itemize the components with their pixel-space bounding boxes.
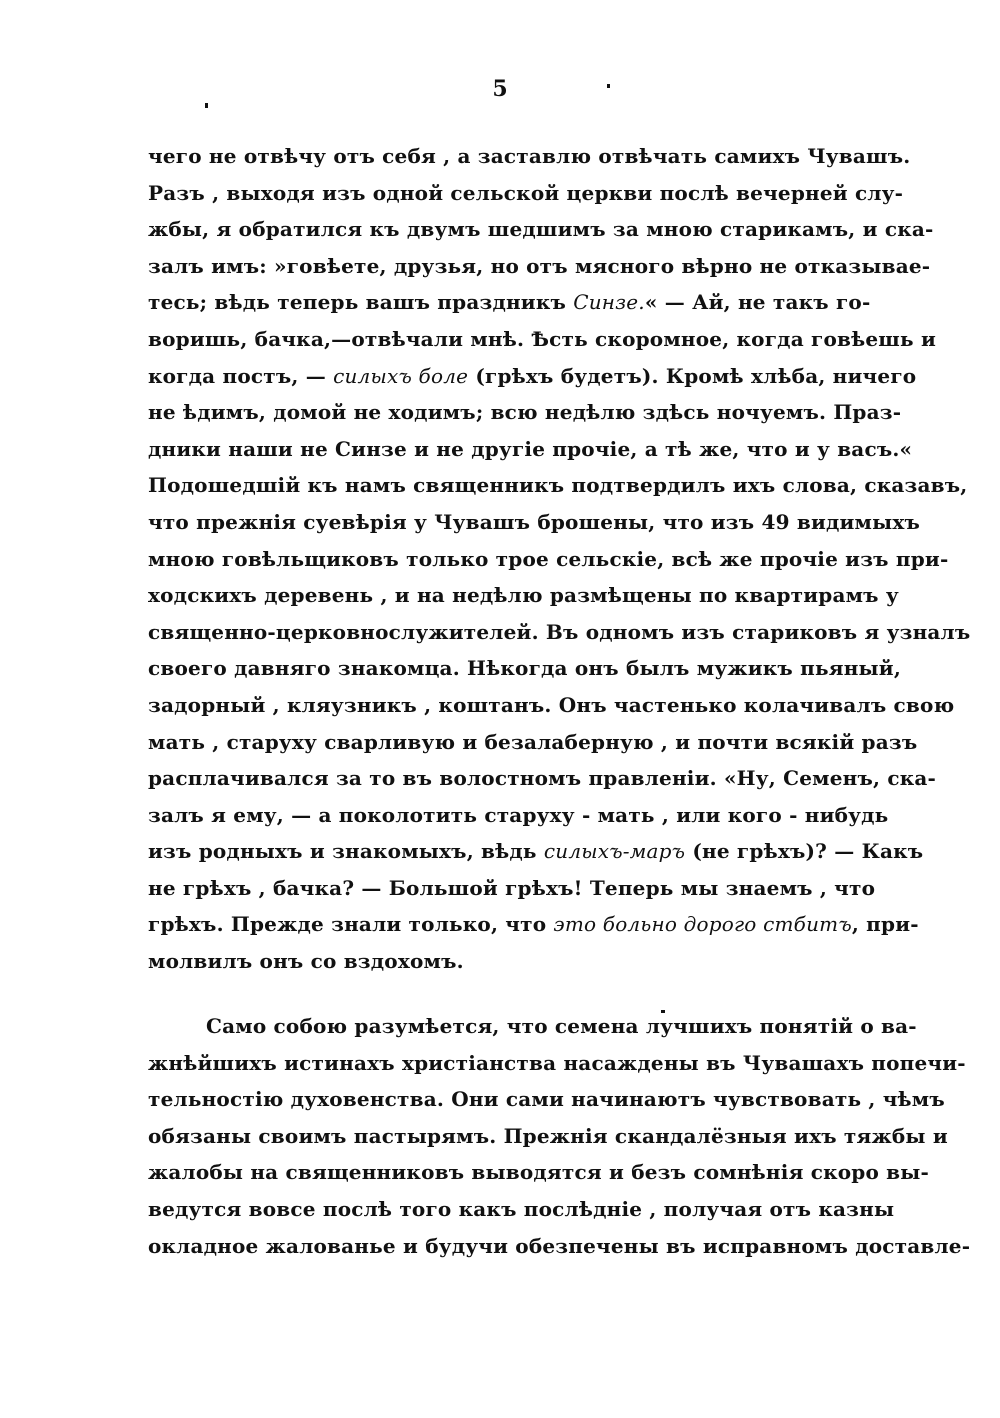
text-segment: ведутся вовсе послѣ того какъ послѣдніе , получая отъ казны — [148, 1196, 895, 1221]
text-line — [148, 1228, 971, 1265]
text-line — [148, 1081, 945, 1118]
text-line — [148, 870, 876, 907]
page-number: 5 — [492, 76, 508, 102]
text-line — [148, 1154, 930, 1191]
text-segment: , при- — [851, 912, 919, 937]
paragraph-1 — [148, 138, 971, 980]
text-segment: жнѣйшихъ истинахъ христіанства насаждены въ Чувашахъ попечи- — [148, 1050, 966, 1075]
text-segment: тесь; вѣдь теперь вашъ праздникъ — [148, 290, 574, 315]
italic-text: силыхъ боле — [333, 363, 469, 388]
text-segment: Подошедшій къ намъ священникъ подтвердилъ ихъ слова, сказавъ, — [148, 473, 968, 498]
text-line — [148, 504, 921, 541]
text-line — [148, 284, 871, 321]
text-line — [148, 687, 955, 724]
text-line — [148, 211, 934, 248]
text-segment: когда постъ, — — [148, 363, 334, 388]
paragraph-2 — [148, 1008, 971, 1264]
text-line — [148, 321, 936, 358]
text-segment: (грѣхъ будетъ). Кромѣ хлѣба, ничего — [468, 363, 917, 388]
text-line — [148, 614, 971, 651]
text-line — [148, 906, 919, 943]
text-segment: Разъ , выходя изъ одной сельской церкви послѣ вечерней слу- — [148, 180, 904, 205]
text-line — [148, 541, 949, 578]
text-line — [148, 1191, 895, 1228]
text-line — [148, 138, 911, 175]
text-segment: (не грѣхъ)? — Какъ — [685, 839, 924, 864]
text-line — [148, 760, 937, 797]
text-line — [148, 1008, 917, 1045]
text-segment: тельностію духовенства. Они сами начинаютъ чувствовать , чѣмъ — [148, 1087, 945, 1112]
text-segment: расплачивался за то въ волостномъ правленіи. «Ну, Семенъ, ска- — [148, 766, 937, 791]
text-line — [148, 1118, 948, 1155]
text-segment: своего давняго знакомца. Нѣкогда онъ былъ мужикъ пьяный, — [148, 656, 901, 681]
text-segment: задорный , кляузникъ , коштанъ. Онъ частенько колачивалъ свою — [148, 692, 955, 717]
text-line — [148, 467, 968, 504]
italic-text: силыхъ-маръ — [543, 839, 686, 864]
text-line — [148, 358, 917, 395]
text-segment: дники наши не Синзе и не другіе прочіе, а тѣ же, что и у васъ.« — [148, 436, 913, 461]
text-line — [148, 248, 931, 285]
text-line — [148, 724, 918, 761]
text-line — [148, 797, 889, 834]
italic-text: Синзе. — [573, 290, 645, 315]
text-segment: обязаны своимъ пастырямъ. Прежнія скандалёзныя ихъ тяжбы и — [148, 1123, 948, 1148]
text-line — [148, 1045, 966, 1082]
text-segment: священно-церковнослужителей. Въ одномъ изъ стариковъ я узналъ — [148, 619, 971, 644]
text-segment: мать , старуху сварливую и безалаберную , и почти всякій разъ — [148, 729, 918, 754]
text-segment: молвилъ онъ со вздохомъ. — [148, 949, 464, 974]
text-line — [148, 943, 860, 980]
text-segment: не грѣхъ , бачка? — Большой грѣхъ! Теперь мы знаемъ , что — [148, 875, 876, 900]
text-segment: залъ имъ: »говѣете, друзья, но отъ мясного вѣрно не отказывае- — [148, 253, 931, 278]
text-segment: мною говѣльщиковъ только трое сельскіе, всѣ же прочіе изъ при- — [148, 546, 949, 571]
text-line — [148, 833, 924, 870]
text-segment: грѣхъ. Прежде знали только, что — [148, 912, 554, 937]
text-segment: жбы, я обратился къ двумъ шедшимъ за мною старикамъ, и ска- — [148, 217, 934, 242]
text-segment: жалобы на священниковъ выводятся и безъ сомнѣнія скоро вы- — [148, 1160, 930, 1185]
text-line — [148, 431, 913, 468]
text-segment: Само собою разумѣется, что семена лучшихъ понятій о ва- — [206, 1014, 917, 1038]
text-segment: ходскихъ деревень , и на недѣлю размѣщены по квартирамъ у — [148, 583, 899, 608]
italic-text: это больно дорого стбитъ — [553, 912, 852, 937]
text-segment: чего не отвѣчу отъ себя , а заставлю отвѣчать самихъ Чувашъ. — [148, 144, 911, 168]
text-segment: что прежнія суевѣрія у Чувашъ брошены, что изъ 49 видимыхъ — [148, 509, 921, 534]
text-segment: воришь, бачка,—отвѣчали мнѣ. Ѣсть скоромное, когда говѣешь и — [148, 326, 936, 351]
text-segment: залъ я ему, — а поколотить старуху - мать , или кого - нибудь — [148, 802, 889, 827]
text-line — [148, 577, 899, 614]
scan-speck — [607, 84, 610, 88]
text-line — [148, 175, 904, 212]
text-segment: не ѣдимъ, домой не ходимъ; всю недѣлю здѣсь ночуемъ. Прaз- — [148, 400, 902, 425]
scan-speck — [205, 103, 208, 108]
text-segment: « — Ай, не такъ го- — [644, 290, 871, 315]
text-segment: окладное жалованье и будучи обезпечены въ исправномъ доставле- — [148, 1233, 971, 1258]
text-segment: изъ родныхъ и знакомыхъ, вѣдь — [148, 839, 544, 864]
text-line — [148, 650, 901, 687]
text-line — [148, 394, 902, 431]
